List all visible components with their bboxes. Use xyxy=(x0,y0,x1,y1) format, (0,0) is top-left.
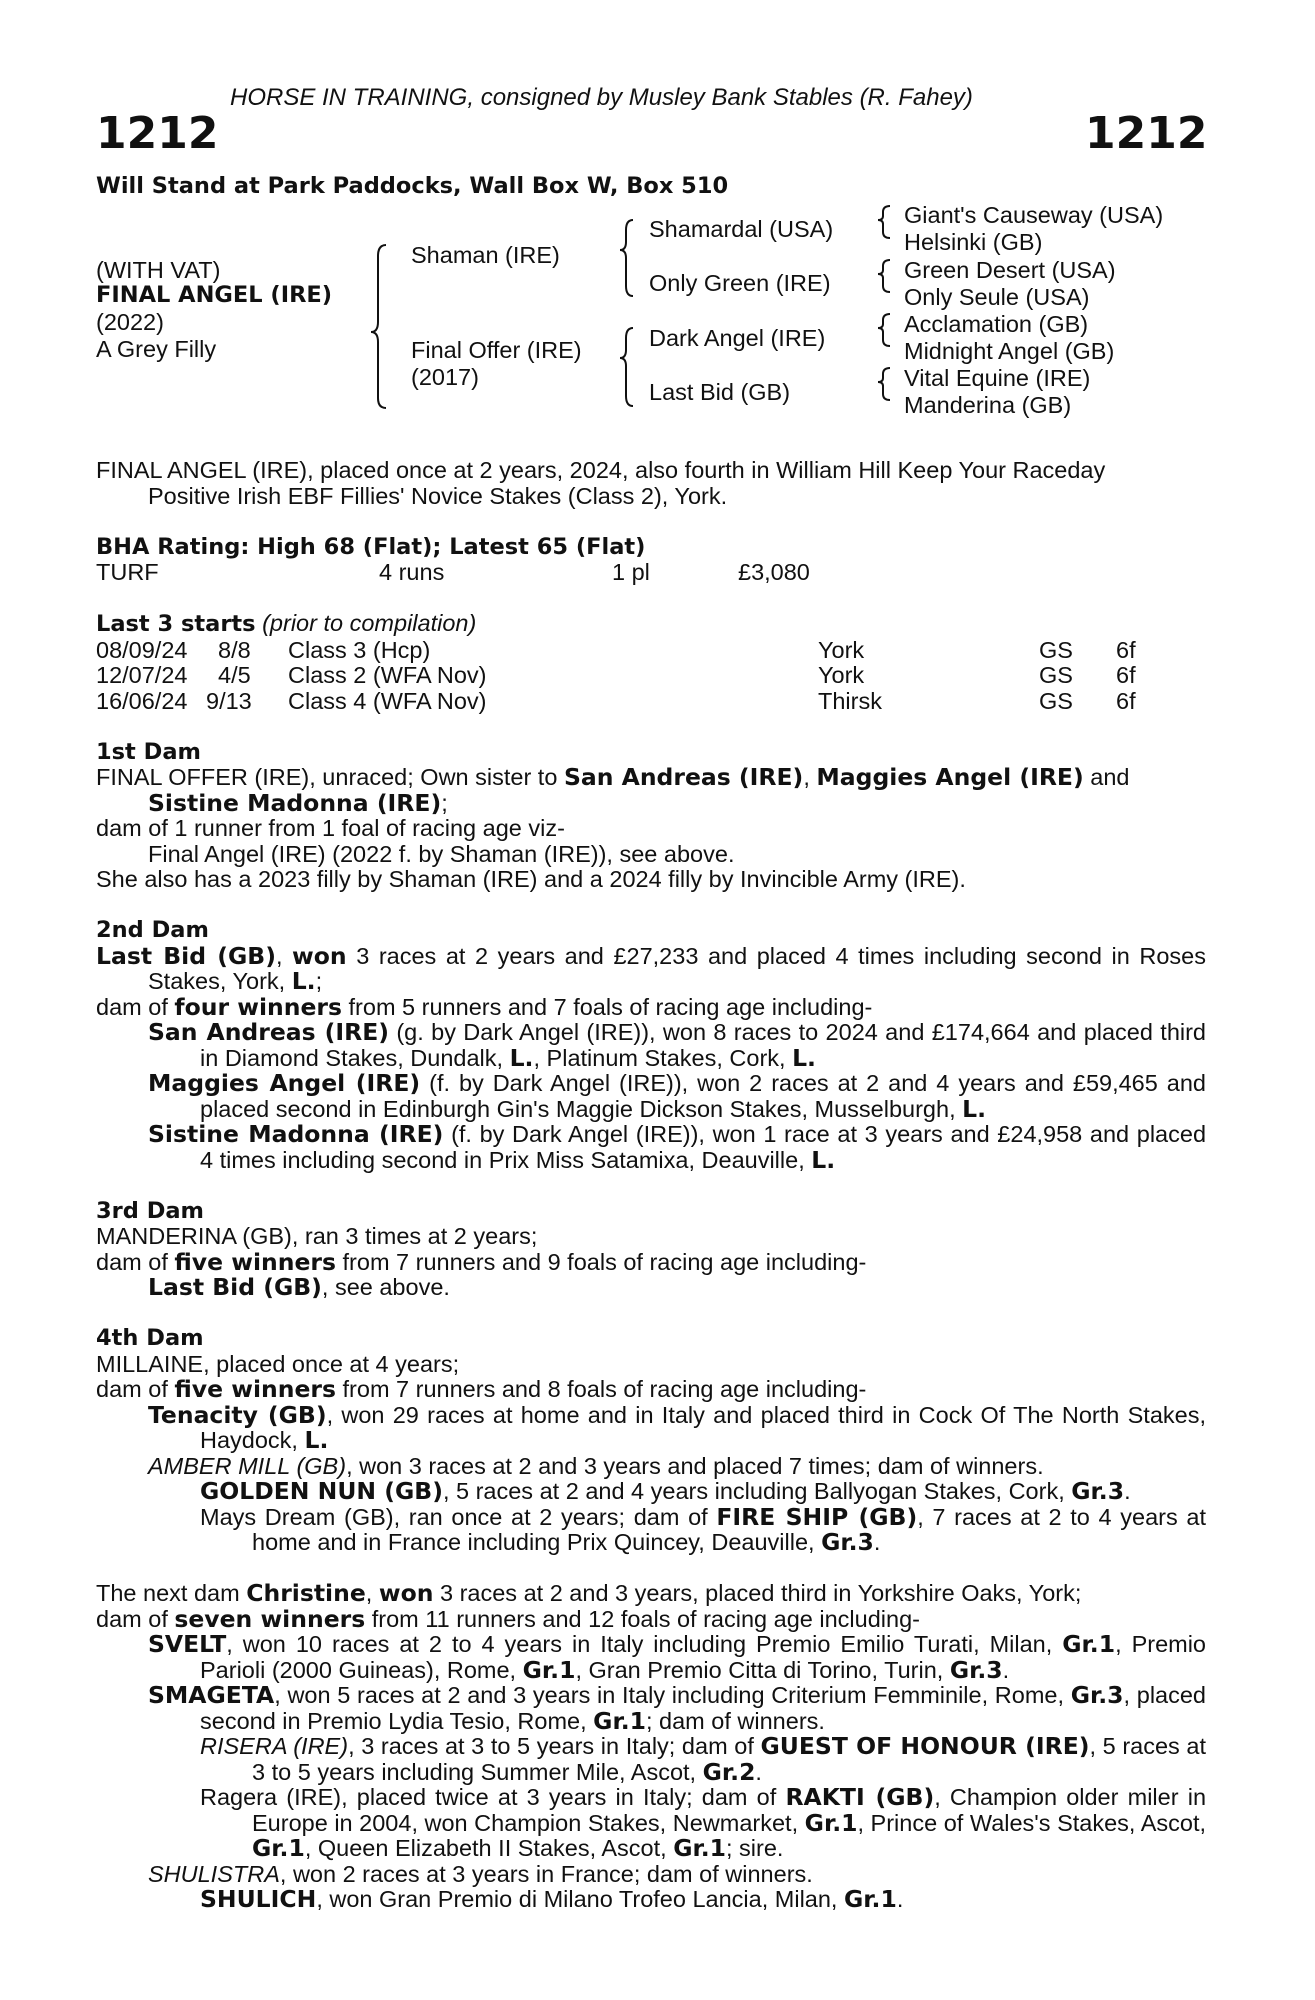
catalogue-body xyxy=(96,458,1206,1913)
lot-number-left: 1212 xyxy=(96,108,219,159)
intro-line: FINAL ANGEL (IRE), placed once at 2 years, 2024, also fourth in William Hill Keep Your Raceday xyxy=(96,457,1106,483)
section-heading: 1st Dam xyxy=(96,738,201,765)
fourth-dam-section xyxy=(96,1326,1206,1556)
gg-ancestor: Vital Equine (IRE) xyxy=(904,365,1091,391)
gg-ancestor: Giant's Causeway (USA) xyxy=(904,202,1164,228)
produce-entry: Ragera (IRE), placed twice at 3 years in Italy; dam of RAKTI (GB), Champion older miler in Europe in 2004, won Champion Stakes, Newmarket, Gr.1, Prince of Wales's Stakes, Ascot, Gr.1, Queen Elizabeth II Stakes, Ascot, Gr.1; sire. xyxy=(200,1783,1207,1862)
dam-line: She also has a 2023 filly by Shaman (IRE) and a 2024 filly by Invincible Army (IRE). xyxy=(96,866,966,892)
produce-entry: SVELT, won 10 races at 2 to 4 years in Italy including Premio Emilio Turati, Milan, Gr.1, Premio Parioli (2000 Guineas), Rome, Gr.1, Gran Premio Citta di Torino, Turin, Gr.3. xyxy=(148,1630,1206,1684)
produce-entry: Mays Dream (GB), ran once at 2 years; dam of FIRE SHIP (GB), 7 races at 2 to 4 years at home and in France including Prix Quincey, Deauville, Gr.3. xyxy=(200,1502,1206,1556)
grandsire-paternal: Shamardal (USA) xyxy=(649,216,834,242)
last-starts-heading: Last 3 starts (prior to compilation) xyxy=(96,610,477,637)
produce-entry: SMAGETA, won 5 races at 2 and 3 years in Italy including Criterium Femminile, Rome, Gr.3, placed second in Premio Lydia Tesio, Rome, Gr.1; dam of winners. xyxy=(148,1681,1206,1735)
dam-line: MANDERINA (GB), ran 3 times at 2 years; xyxy=(96,1223,538,1249)
start-row: 08/09/24 8/8 Class 3 (Hcp) York GS 6f xyxy=(96,636,1136,663)
gg-ancestor: Acclamation (GB) xyxy=(904,311,1089,337)
dam-name: Final Offer (IRE) xyxy=(411,337,582,363)
produce-entry: Maggies Angel (IRE) (f. by Dark Angel (IRE)), won 2 races at 2 and 4 years and £59,465 and placed second in Edinburgh Gin's Maggie Dickson Stakes, Musselburgh, L. xyxy=(148,1069,1206,1123)
placed: 1 pl xyxy=(612,559,650,585)
dam-line: Last Bid (GB), won 3 races at 2 years and £27,233 and placed 4 times including second in Roses Stakes, York, L.; xyxy=(96,941,1206,995)
dam-line: dam of five winners from 7 runners and 9 foals of racing age including- xyxy=(96,1247,867,1276)
gg-ancestor: Manderina (GB) xyxy=(904,392,1072,418)
intro-line: Positive Irish EBF Fillies' Novice Stakes (Class 2), York. xyxy=(148,482,728,509)
bha-rating: BHA Rating: High 68 (Flat); Latest 65 (Flat) xyxy=(96,533,646,560)
produce-entry: GOLDEN NUN (GB), 5 races at 2 and 4 years including Ballyogan Stakes, Cork, Gr.3. xyxy=(200,1477,1131,1505)
third-dam-section xyxy=(96,1199,1206,1301)
gg-ancestor: Green Desert (USA) xyxy=(904,257,1116,283)
next-dam-section xyxy=(96,1581,1206,1913)
produce-entry: SHULICH, won Gran Premio di Milano Trofeo Lancia, Milan, Gr.1. xyxy=(200,1885,904,1913)
dam-line: dam of 1 runner from 1 foal of racing age viz- xyxy=(96,815,565,841)
earnings: £3,080 xyxy=(738,559,810,585)
second-dam-section xyxy=(96,918,1206,1173)
produce-entry: San Andreas (IRE) (g. by Dark Angel (IRE)), won 8 races to 2024 and £174,664 and placed third in Diamond Stakes, Dundalk, L., Platinum Stakes, Cork, L. xyxy=(148,1018,1206,1072)
produce-entry: Tenacity (GB), won 29 races at home and in Italy and placed third in Cock Of The North Stakes, Haydock, L. xyxy=(148,1400,1206,1454)
dam-line: The next dam Christine, won 3 races at 2 and 3 years, placed third in Yorkshire Oaks, York; xyxy=(96,1579,1082,1607)
start-row: 12/07/24 4/5 Class 2 (WFA Nov) York GS 6f xyxy=(96,662,1136,688)
gg-ancestor: Midnight Angel (GB) xyxy=(904,338,1115,364)
foaling-year: (2022) xyxy=(96,309,164,335)
produce-entry: SHULISTRA, won 2 races at 3 years in France; dam of winners. xyxy=(148,1860,813,1887)
dam-line: MILLAINE, placed once at 4 years; xyxy=(96,1350,460,1377)
runs: 4 runs xyxy=(379,559,445,585)
granddam-paternal: Only Green (IRE) xyxy=(649,270,831,296)
brace-gg xyxy=(878,206,890,238)
section-heading: 2nd Dam xyxy=(96,917,209,943)
record-row xyxy=(96,560,1206,586)
first-dam-section xyxy=(96,740,1206,893)
horse-description: A Grey Filly xyxy=(96,336,217,362)
consignor-line: HORSE IN TRAINING, consigned by Musley Bank Stables (R. Fahey) xyxy=(230,84,973,111)
dam-line: Sistine Madonna (IRE); xyxy=(148,788,448,817)
dam-line: dam of five winners from 7 runners and 8 foals of racing age including- xyxy=(96,1375,867,1403)
gg-ancestor: Helsinki (GB) xyxy=(904,229,1043,255)
brace-gg xyxy=(878,368,890,400)
stand-location: Will Stand at Park Paddocks, Wall Box W, Box 510 xyxy=(96,173,729,199)
gg-ancestor: Only Seule (USA) xyxy=(904,284,1090,310)
brace-dam xyxy=(620,328,633,406)
intro-paragraph xyxy=(96,458,1206,509)
produce-entry: Sistine Madonna (IRE) (f. by Dark Angel (IRE)), won 1 race at 3 years and £24,958 and placed 4 times including second in Prix Miss Satamixa, Deauville, L. xyxy=(148,1120,1207,1174)
granddam-maternal: Last Bid (GB) xyxy=(649,379,791,405)
lot-number-right: 1212 xyxy=(1085,108,1208,159)
rating-section xyxy=(96,535,1206,586)
last-starts-section xyxy=(96,611,1206,714)
surface: TURF xyxy=(96,559,159,585)
dam-year: (2017) xyxy=(411,364,479,390)
start-row: 16/06/24 9/13 Class 4 (WFA Nov) Thirsk GS 6f xyxy=(96,687,1136,714)
pedigree-braces xyxy=(0,0,1315,440)
brace-main xyxy=(371,245,386,408)
dam-line: dam of seven winners from 11 runners and 12 foals of racing age including- xyxy=(96,1604,920,1633)
dam-line: dam of four winners from 5 runners and 7 foals of racing age including- xyxy=(96,992,873,1021)
produce-entry: Last Bid (GB), see above. xyxy=(148,1273,450,1301)
brace-gg xyxy=(878,314,890,346)
brace-gg xyxy=(878,260,890,292)
horse-name: FINAL ANGEL (IRE) xyxy=(96,282,333,308)
section-heading: 4th Dam xyxy=(96,1325,204,1351)
produce-entry: AMBER MILL (GB), won 3 races at 2 and 3 years and placed 7 times; dam of winners. xyxy=(148,1452,1044,1479)
brace-sire xyxy=(620,220,633,296)
produce-entry: RISERA (IRE), 3 races at 3 to 5 years in Italy; dam of GUEST OF HONOUR (IRE), 5 races at 3 to 5 years including Summer Mile, Ascot, Gr.2. xyxy=(200,1732,1206,1786)
grandsire-maternal: Dark Angel (IRE) xyxy=(649,325,826,351)
vat-label: (WITH VAT) xyxy=(96,257,221,283)
dam-line: Final Angel (IRE) (2022 f. by Shaman (IRE)), see above. xyxy=(148,840,735,867)
sire-name: Shaman (IRE) xyxy=(411,242,560,268)
dam-line: FINAL OFFER (IRE), unraced; Own sister to San Andreas (IRE), Maggies Angel (IRE) and xyxy=(96,763,1130,791)
section-heading: 3rd Dam xyxy=(96,1197,204,1224)
